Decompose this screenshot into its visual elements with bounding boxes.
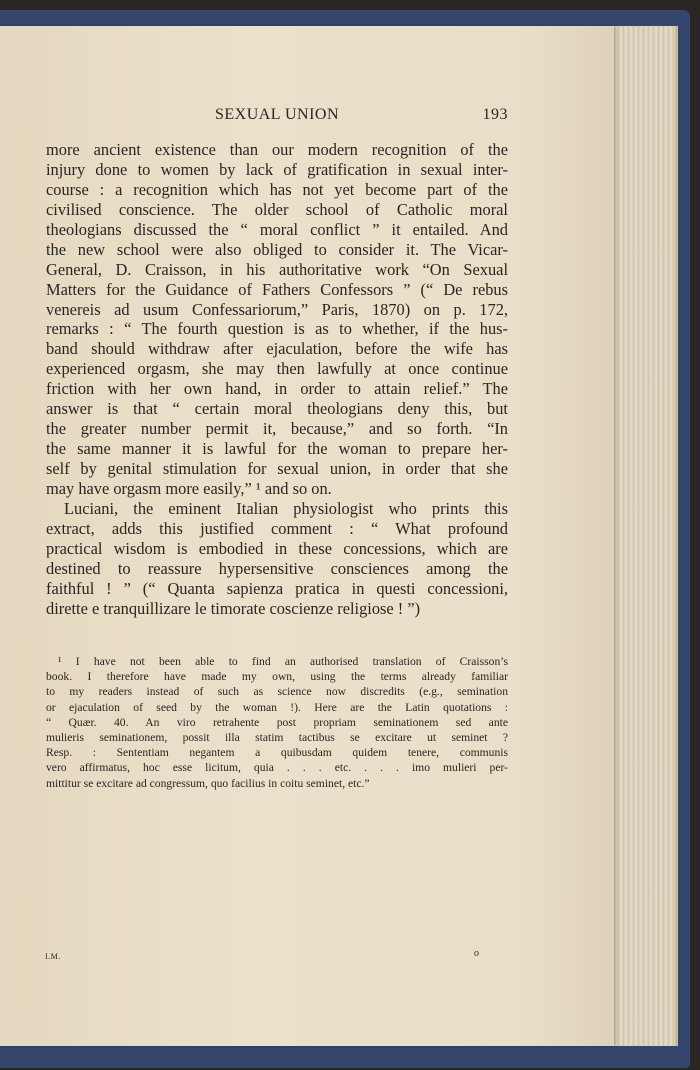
running-title: SEXUAL UNION [214,106,340,123]
body-line: extract, adds this justified comment : “ What profound [46,518,508,538]
page-header [46,104,508,126]
body-line: more ancient existence than our modern recognition of the [46,140,508,159]
body-line: the greater number permit it, because,” and so forth. “In [46,419,508,439]
body-line: self by genital stimulation for sexual union, in order that she [46,459,508,478]
body-line: the new school were also obliged to consider it. The Vicar- [46,239,508,259]
page-edges [605,26,678,1046]
footnote-line: “ Quær. 40. An viro retrahente post propriam seminationem sed ante [46,715,508,729]
book-page [0,26,614,1046]
body-line: practical wisdom is embodied in these concessions, which are [46,538,508,558]
footnote-line: mulieris seminationem, possit illa statim tactibus se excitare ut seminet ? [46,730,508,744]
footnote-line: to my readers instead of such as science now discredits (e.g., semination [46,685,508,699]
body-line: Matters for the Guidance of Fathers Confessors ” (“ De rebus [46,279,508,299]
body-line: answer is that “ certain moral theologians deny this, but [46,399,508,419]
body-line: experienced orgasm, she may then lawfully at once continue [46,359,508,379]
body-line: faithful ! ” (“ Quanta sapienza pratica in questi concessioni, [46,578,508,598]
footnote-line: book. I therefore have made my own, using the terms already familiar [46,670,508,684]
body-line: civilised conscience. The older school of Catholic moral [46,199,508,219]
page-number: 193 [482,106,508,123]
body-text [46,140,508,619]
body-line: friction with her own hand, in order to attain relief.” The [46,379,508,399]
body-line: remarks : “ The fourth question is as to whether, if the hus- [46,319,508,339]
body-line: destined to reassure hypersensitive consciences among the [46,558,508,578]
signature-mark: I.M. [45,952,61,961]
body-line: Luciani, the eminent Italian physiologist who prints this [64,498,508,518]
printer-mark: o [474,948,479,959]
body-line: venereis ad usum Confessariorum,” Paris, 1870) on p. 172, [46,299,508,319]
footnote-line: ¹ I have not been able to find an authorised translation of Craisson’s [58,655,508,668]
body-line: the same manner it is lawful for the woman to prepare her- [46,439,508,459]
body-line: General, D. Craisson, in his authoritative work “On Sexual [46,259,508,279]
body-line: injury done to women by lack of gratification in sexual inter- [46,159,508,179]
footnote-line: or ejaculation of seed by the woman !). Here are the Latin quotations : [46,700,508,714]
body-line: theologians discussed the “ moral conflict ” it entailed. And [46,219,508,239]
body-line: course : a recognition which has not yet become part of the [46,179,508,199]
footnote-line: mittitur se excitare ad congressum, quo facilius in coitu seminet, etc.” [46,776,370,790]
body-line: band should withdraw after ejaculation, before the wife has [46,339,508,359]
footnote-line: vero affirmatus, hoc esse licitum, quia . . . etc. . . . imo mulieri per- [46,761,508,775]
body-line: dirette e tranquillizare le timorate coscienze religiose ! ”) [46,598,421,618]
footnote [46,654,508,791]
footnote-line: Resp. : Sententiam negantem a quibusdam quidem tenere, communis [46,746,508,760]
body-line: may have orgasm more easily,” ¹ and so on. [46,478,332,498]
